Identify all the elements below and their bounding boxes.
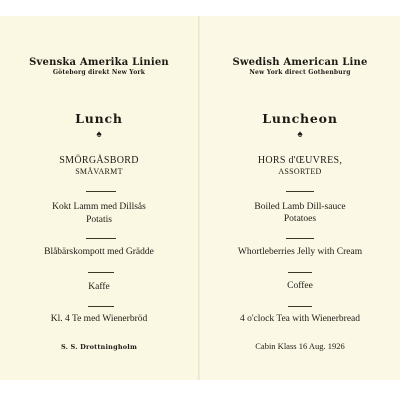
divider xyxy=(286,238,314,239)
route-text: New York direct Gothenburg xyxy=(249,69,351,76)
menu-item: Boiled Lamb Dill-sauce xyxy=(254,202,346,212)
route-text: Göteborg direkt New York xyxy=(52,69,146,76)
divider xyxy=(88,306,114,307)
divider xyxy=(288,306,312,307)
divider xyxy=(288,272,312,273)
menu-item: 4 o'clock Tea with Wienerbread xyxy=(239,314,361,324)
ship-name: S. S. Drottningholm xyxy=(60,343,138,351)
divider xyxy=(86,238,116,239)
company-name: Swedish American Line xyxy=(232,57,368,68)
course-title: SMÖRGÅSBORD xyxy=(59,155,139,166)
divider xyxy=(86,191,116,192)
course-subtitle: SMÅVARMT xyxy=(75,167,123,176)
english-menu-panel xyxy=(200,16,400,380)
swedish-menu-panel xyxy=(0,16,198,380)
menu-item: Coffee xyxy=(287,281,313,291)
divider xyxy=(286,191,314,192)
meal-title: Lunch xyxy=(75,111,123,126)
course-title: HORS d'ŒUVRES, xyxy=(257,155,343,166)
menu-item: Blåbärskompott med Grädde xyxy=(44,247,154,257)
course-subtitle: ASSORTED xyxy=(278,167,322,176)
menu-item: Potatoes xyxy=(283,214,317,224)
spade-icon: ♠ xyxy=(297,129,303,140)
meal-title: Luncheon xyxy=(262,111,338,126)
divider xyxy=(88,272,114,273)
menu-item: Potatis xyxy=(86,215,112,225)
menu-item: Kokt Lamm med Dillsås xyxy=(52,202,146,212)
spade-icon: ♠ xyxy=(96,129,102,140)
menu-item: Kaffe xyxy=(88,282,110,292)
menu-item: Whortleberries Jelly with Cream xyxy=(237,247,363,257)
menu-item: Kl. 4 Te med Wienerbröd xyxy=(50,314,148,324)
cabin-class-date: Cabin Klass 16 Aug. 1926 xyxy=(255,341,345,351)
company-name: Svenska Amerika Linien xyxy=(29,57,169,68)
